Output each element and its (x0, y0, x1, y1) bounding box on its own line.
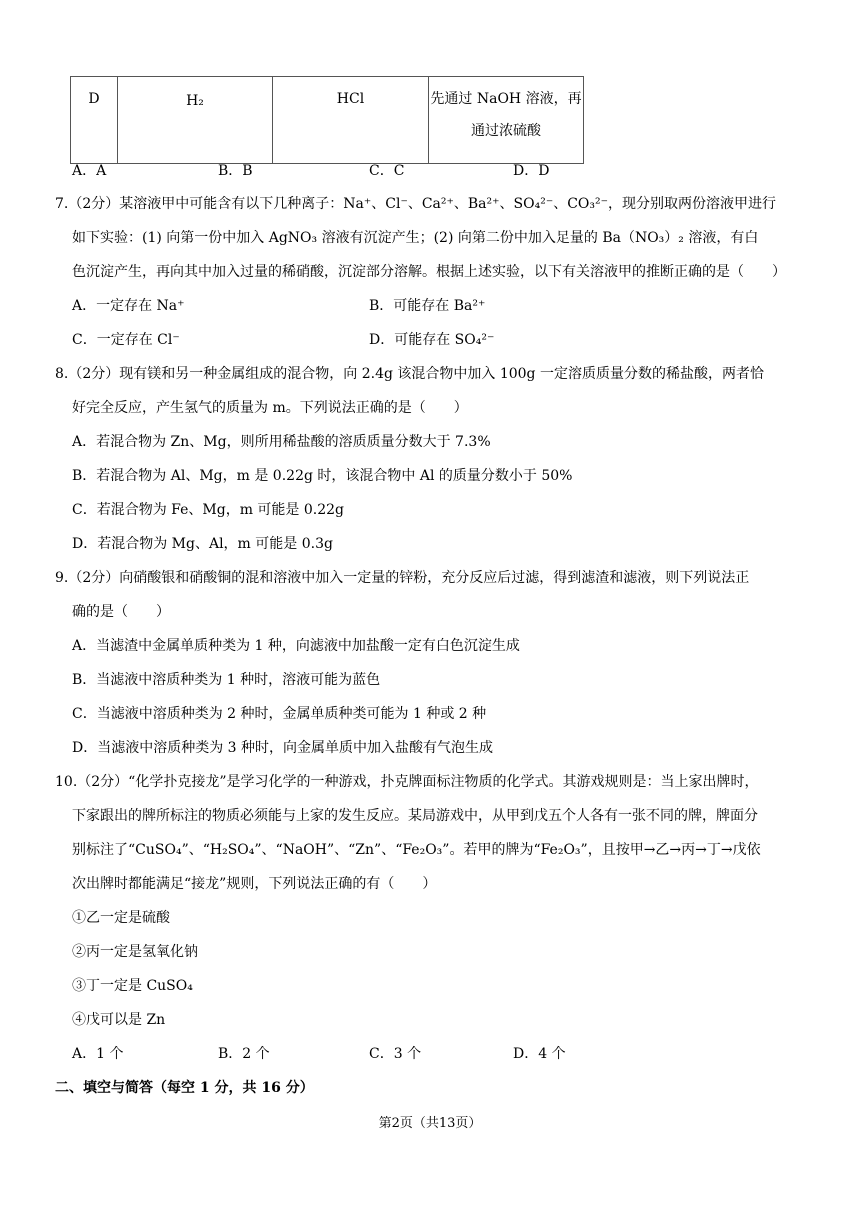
table-cell-label: D (71, 77, 118, 164)
q6-option-c: C．C (369, 163, 405, 179)
q10-option-a: A．1 个 (72, 1046, 124, 1062)
q9-option-c: C．当滤液中溶质种类为 2 种时，金属单质种类可能为 1 种或 2 种 (72, 706, 487, 722)
method-line-1: 先通过 NaOH 溶液，再 (430, 91, 582, 107)
table-cell-gas: H₂ (118, 77, 273, 164)
q8-stem-line-2: 好完全反应，产生氢气的质量为 m。下列说法正确的是（ ） (72, 400, 468, 416)
q7-option-a: A．一定存在 Na⁺ (72, 298, 185, 314)
q10-option-c: C．3 个 (369, 1046, 422, 1062)
table-row (71, 77, 584, 164)
q7-option-c: C．一定存在 Cl⁻ (72, 332, 180, 348)
q9-option-d: D．当滤液中溶质种类为 3 种时，向金属单质中加入盐酸有气泡生成 (72, 740, 494, 756)
q10-stem-line-2: 下家跟出的牌所标注的物质必须能与上家的发生反应。某局游戏中，从甲到戊五个人各有一张不同的牌，牌面分 (72, 808, 758, 824)
q6-option-a: A．A (72, 163, 107, 179)
q10-stem-line-4: 次出牌时都能满足“接龙”规则，下列说法正确的有（ ） (72, 876, 437, 892)
q6-option-b: B．B (218, 163, 253, 179)
q10-option-b: B．2 个 (218, 1046, 270, 1062)
q10-option-d: D．4 个 (513, 1046, 566, 1062)
q8-stem-line-1: 8.（2分）现有镁和另一种金属组成的混合物，向 2.4g 该混合物中加入 100g 一定溶质质量分数的稀盐酸，两者恰 (55, 366, 764, 382)
q7-option-d: D．可能存在 SO₄²⁻ (369, 332, 495, 348)
q9-option-b: B．当滤液中溶质种类为 1 种时，溶液可能为蓝色 (72, 672, 381, 688)
q10-stem-line-1: 10.（2分）“化学扑克接龙”是学习化学的一种游戏，扑克牌面标注物质的化学式。其游戏规则是：当上家出牌时， (55, 774, 759, 790)
method-line-2: 通过浓硫酸 (471, 123, 541, 139)
q9-option-a: A．当滤渣中金属单质种类为 1 种，向滤液中加盐酸一定有白色沉淀生成 (72, 638, 520, 654)
q10-statement-3: ③丁一定是 CuSO₄ (72, 978, 193, 994)
answer-table (70, 76, 584, 164)
q10-statement-2: ②丙一定是氢氧化钠 (72, 944, 198, 960)
q7-stem-line-3: 色沉淀产生，再向其中加入过量的稀硝酸，沉淀部分溶解。根据上述实验，以下有关溶液甲的推断正确的是（ ） (72, 264, 786, 280)
q8-option-c: C．若混合物为 Fe、Mg，m 可能是 0.22g (72, 502, 345, 518)
q10-statement-4: ④戊可以是 Zn (72, 1012, 166, 1028)
q9-stem-line-1: 9.（2分）向硝酸银和硝酸铜的混和溶液中加入一定量的锌粉，充分反应后过滤，得到滤渣和滤液，则下列说法正 (55, 570, 750, 586)
q8-option-b: B．若混合物为 Al、Mg，m 是 0.22g 时，该混合物中 Al 的质量分数小于 50% (72, 468, 573, 484)
q10-stem-line-3: 别标注了“CuSO₄”、“H₂SO₄”、“NaOH”、“Zn”、“Fe₂O₃”。若甲的牌为“Fe₂O₃”，且按甲→乙→丙→丁→戊依 (72, 842, 761, 858)
page-footer: 第2页（共13页） (378, 1116, 482, 1131)
table-cell-method (429, 77, 584, 164)
q8-option-a: A．若混合物为 Zn、Mg，则所用稀盐酸的溶质质量分数大于 7.3% (72, 434, 491, 450)
q8-option-d: D．若混合物为 Mg、Al，m 可能是 0.3g (72, 536, 333, 552)
q10-statement-1: ①乙一定是硫酸 (72, 910, 170, 926)
q9-stem-line-2: 确的是（ ） (72, 604, 170, 620)
q6-option-d: D．D (513, 163, 550, 179)
section-heading: 二、填空与简答（每空 1 分，共 16 分） (55, 1080, 314, 1096)
q7-option-b: B．可能存在 Ba²⁺ (369, 298, 486, 314)
q7-stem-line-1: 7.（2分）某溶液甲中可能含有以下几种离子：Na⁺、Cl⁻、Ca²⁺、Ba²⁺、SO₄²⁻、CO₃²⁻，现分别取两份溶液甲进行 (55, 196, 777, 212)
q7-stem-line-2: 如下实验：(1) 向第一份中加入 AgNO₃ 溶液有沉淀产生；(2) 向第二份中加入足量的 Ba（NO₃）₂ 溶液，有白 (72, 230, 759, 246)
table-cell-impurity: HCl (273, 77, 429, 164)
